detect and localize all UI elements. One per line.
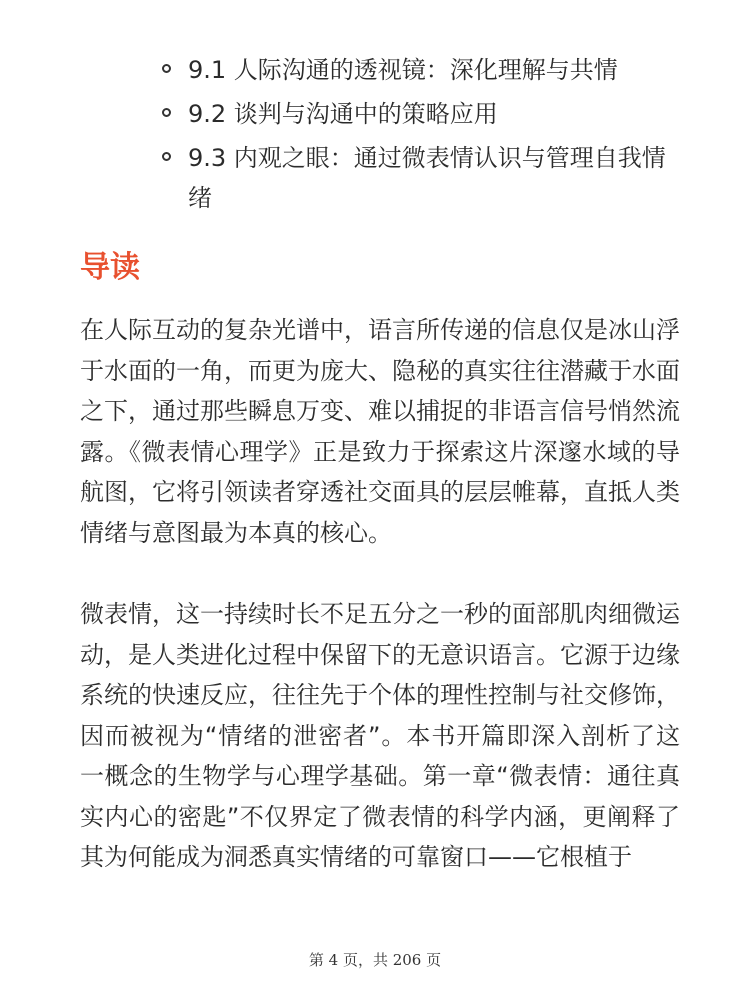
- toc-item-9-3: [158, 138, 678, 218]
- toc-item-label: 9.1 人际沟通的透视镜：深化理解与共情: [188, 56, 618, 84]
- body-paragraph: 微表情，这一持续时长不足五分之一秒的面部肌肉细微运动，是人类进化过程中保留下的无意识语言。它源于边缘系统的快速反应，往往先于个体的理性控制与社交修饰，因而被视为“情绪的泄密者”。本书开篇即深入剖析了这一概念的生物学与心理学基础。第一章“微表情：通往真实内心的密匙”不仅界定了微表情的科学内涵，更阐释了其为何能成为洞悉真实情绪的可靠窗口——它根植于: [80, 600, 680, 871]
- hollow-circle-bullet-icon: [162, 64, 171, 73]
- hollow-circle-bullet-icon: [162, 152, 171, 161]
- hollow-circle-bullet-icon: [162, 108, 171, 117]
- table-of-contents: [158, 50, 678, 222]
- toc-item-label: 9.3 内观之眼：通过微表情认识与管理自我情绪: [188, 144, 666, 212]
- toc-item-9-1: [158, 50, 678, 90]
- body-paragraph: 在人际互动的复杂光谱中，语言所传递的信息仅是冰山浮于水面的一角，而更为庞大、隐秘的真实往往潜藏于水面之下，通过那些瞬息万变、难以捕捉的非语言信号悄然流露。《微表情心理学》正是致力于探索这片深邃水域的导航图，它将引领读者穿透社交面具的层层帷幕，直抵人类情绪与意图最为本真的核心。: [80, 316, 680, 547]
- page-number-footer: 第 4 页，共 206 页: [308, 951, 442, 969]
- toc-item-9-2: [158, 94, 678, 134]
- toc-item-label: 9.2 谈判与沟通中的策略应用: [188, 100, 498, 128]
- section-heading: 导读: [80, 250, 140, 285]
